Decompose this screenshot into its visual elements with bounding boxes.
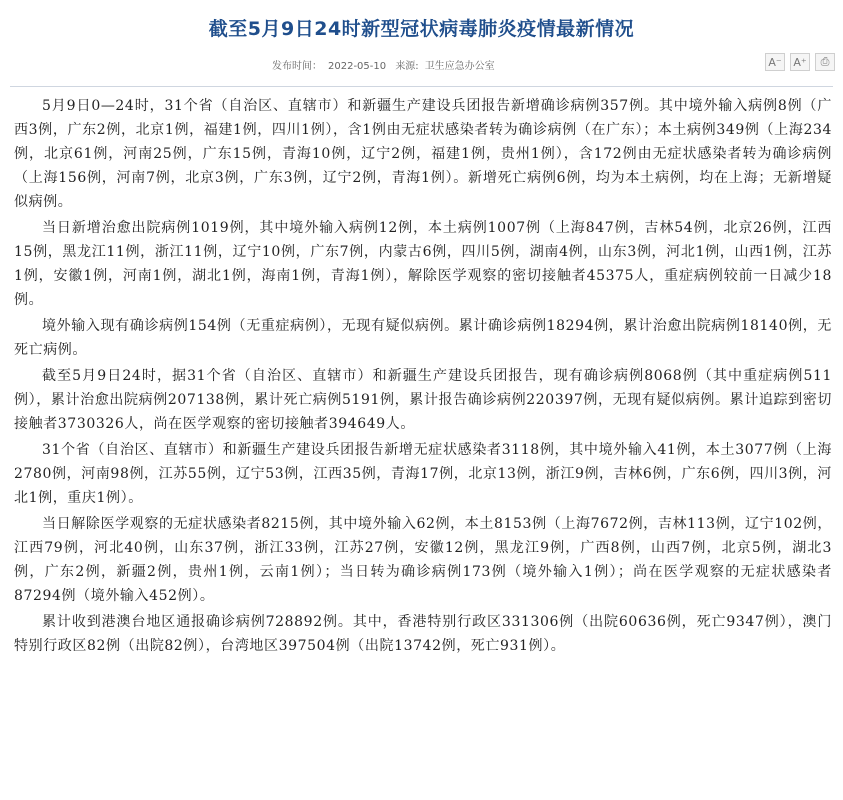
print-button[interactable] bbox=[815, 53, 835, 71]
article-tools bbox=[765, 53, 835, 71]
source-label: 来源: bbox=[395, 61, 419, 72]
paragraph-asymptomatic: 31个省（自治区、直辖市）和新疆生产建设兵团报告新增无症状感染者3118例，其中境外输入41例，本土3077例（上海2780例，河南98例，江苏55例，辽宁53例，江西35例，青海17例，北京13例，浙江9例，吉林6例，广东6例，四川3例，河北1例，重庆1例）。 bbox=[14, 442, 832, 506]
font-smaller-button[interactable] bbox=[765, 53, 785, 71]
article-header bbox=[0, 0, 843, 92]
paragraph-asymptomatic-released: 当日解除医学观察的无症状感染者8215例，其中境外输入62例，本土8153例（上海7672例，吉林113例，辽宁102例，江西79例，河北40例，山东37例，浙江33例，江苏27例，安徽12例，黑龙江9例，广西8例，山西7例，北京5例，湖北3例，广东2例，新疆2例，贵州1例，云南1例）；当日转为确诊病例173例（境外输入1例）；尚在医学观察的无症状感染者87294例（境外输入452例）。 bbox=[14, 516, 832, 604]
publish-date: 2022-05-10 bbox=[328, 61, 387, 72]
article-title: 截至5月9日24时新型冠状病毒肺炎疫情最新情况 bbox=[208, 18, 635, 40]
article-body bbox=[14, 94, 832, 660]
source-name: 卫生应急办公室 bbox=[424, 61, 495, 72]
print-icon: ⎙ bbox=[820, 55, 830, 68]
paragraph-cumulative: 截至5月9日24时，据31个省（自治区、直辖市）和新疆生产建设兵团报告，现有确诊病例8068例（其中重症病例511例），累计治愈出院病例207138例，累计死亡病例5191例，累计报告确诊病例220397例，无现有疑似病例。累计追踪到密切接触者3730326人，尚在医学观察的密切接触者394649人。 bbox=[14, 368, 832, 432]
font-larger-icon: A⁺ bbox=[793, 55, 807, 69]
paragraph-recoveries: 当日新增治愈出院病例1019例，其中境外输入病例12例，本土病例1007例（上海847例，吉林54例，北京26例，江西15例，黑龙江11例，浙江11例，辽宁10例，广东7例，内蒙古6例，四川5例，湖南4例，山东3例，河北1例，山西1例，江苏1例，安徽1例，河南1例，湖北1例，海南1例，青海1例），解除医学观察的密切接触者45375人，重症病例较前一日减少18例。 bbox=[14, 220, 832, 308]
paragraph-hk-macao-taiwan: 累计收到港澳台地区通报确诊病例728892例。其中，香港特别行政区331306例（出院60636例，死亡9347例），澳门特别行政区82例（出院82例），台湾地区397504例（出院13742例，死亡931例）。 bbox=[14, 614, 832, 654]
publish-date-label: 发布时间： bbox=[272, 61, 322, 72]
font-smaller-icon: A⁻ bbox=[768, 55, 782, 69]
header-divider bbox=[10, 86, 833, 87]
article-meta bbox=[272, 57, 501, 72]
font-larger-button[interactable] bbox=[790, 53, 810, 71]
paragraph-new-cases: 5月9日0—24时，31个省（自治区、直辖市）和新疆生产建设兵团报告新增确诊病例357例。其中境外输入病例8例（广西3例，广东2例，北京1例，福建1例，四川1例），含1例由无症状感染者转为确诊病例（在广东）；本土病例349例（上海234例，北京61例，河南25例，广东15例，青海10例，辽宁2例，福建1例，贵州1例），含172例由无症状感染者转为确诊病例（上海156例，河南7例，北京3例，广东3例，辽宁2例，青海1例）。新增死亡病例6例，均为本土病例，均在上海；无新增疑似病例。 bbox=[14, 98, 832, 210]
paragraph-imported: 境外输入现有确诊病例154例（无重症病例），无现有疑似病例。累计确诊病例18294例，累计治愈出院病例18140例，无死亡病例。 bbox=[14, 318, 832, 358]
